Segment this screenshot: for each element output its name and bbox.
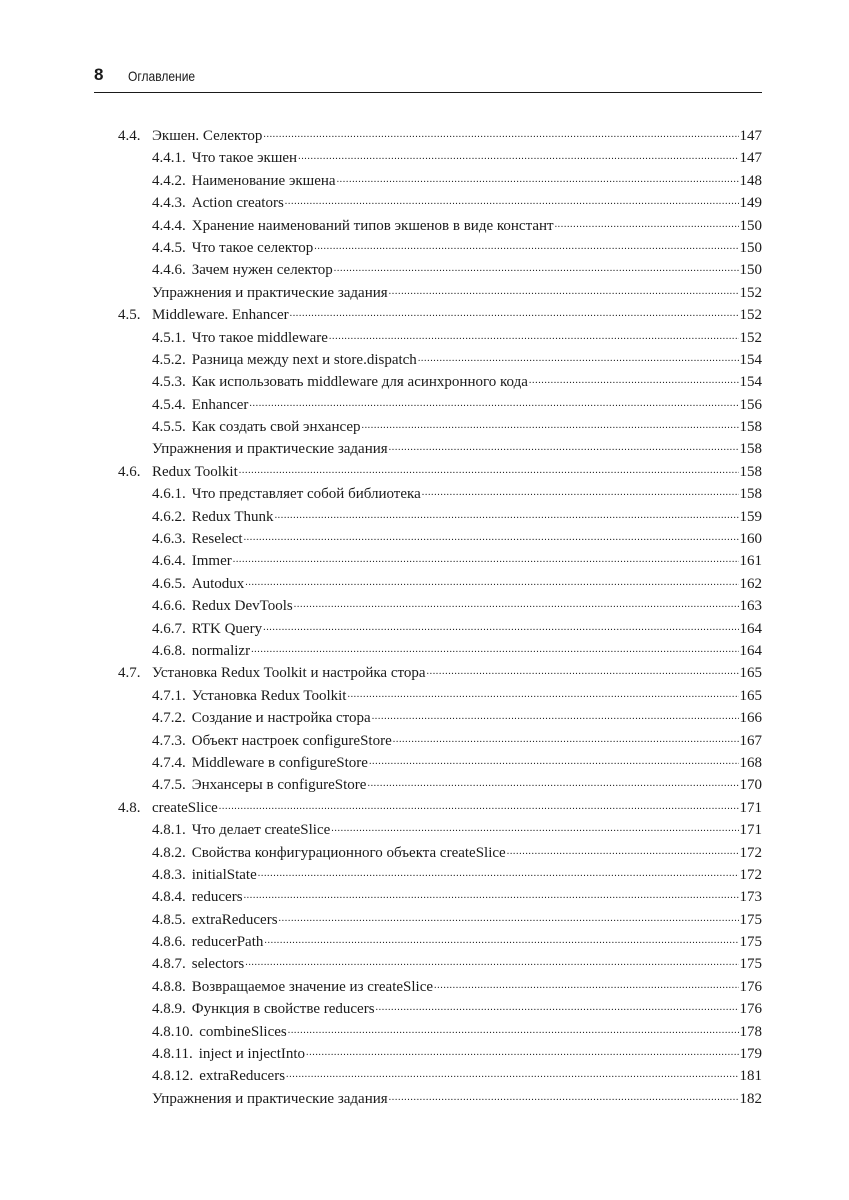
toc-subsection-entry: [118, 550, 762, 572]
toc-entry-number: 4.4.5.: [152, 239, 186, 256]
toc-entry-page-number: 164: [739, 642, 762, 659]
toc-entry-page-number: 158: [739, 463, 762, 480]
toc-entry-number: 4.4.3.: [152, 195, 186, 212]
toc-entry-page-number: 165: [739, 665, 762, 682]
toc-entry-page-number: 172: [739, 866, 762, 883]
toc-entry-title: Функция в свойстве reducers: [191, 1001, 375, 1018]
dot-leader: [389, 439, 739, 453]
dot-leader: [418, 350, 739, 364]
toc-entry-page-number: 150: [739, 239, 762, 256]
toc-section-entry: [118, 797, 762, 819]
toc-entry-title: Action creators: [191, 195, 284, 212]
dot-leader: [290, 305, 739, 319]
toc-entry-page-number: 156: [739, 396, 762, 413]
toc-entry-title: Что такое селектор: [191, 239, 314, 256]
dot-leader: [389, 283, 739, 297]
toc-entry-number: 4.4.: [118, 128, 141, 144]
toc-entry-page-number: 158: [739, 486, 762, 503]
dot-leader: [329, 328, 739, 342]
toc-entry-page-number: 150: [739, 217, 762, 234]
toc-entry-title: Что представляет собой библиотека: [191, 486, 421, 503]
toc-entry-title: Redux Thunk: [191, 508, 274, 525]
toc-entry-title: Reselect: [191, 531, 243, 548]
toc-entry-number: 4.5.4.: [152, 396, 186, 413]
toc-entry-page-number: 148: [739, 172, 762, 189]
dot-leader: [288, 1022, 739, 1036]
toc-entry-title: Что такое middleware: [191, 329, 328, 346]
toc-subsection-entry: [118, 976, 762, 998]
dot-leader: [244, 529, 739, 543]
toc-entry-page-number: 147: [739, 150, 762, 167]
toc-entry-page-number: 152: [739, 307, 762, 324]
toc-entry-number: 4.7.3.: [152, 732, 186, 749]
toc-subsection-entry: [118, 349, 762, 371]
toc-subsection-entry: [118, 192, 762, 214]
toc-subsection-entry: [118, 1043, 762, 1065]
toc-entry-title: Как использовать middleware для асинхронного кода: [191, 374, 528, 391]
toc-subsection-entry: [118, 215, 762, 237]
toc-entry-title: Возвращаемое значение из createSlice: [191, 978, 434, 995]
toc-entry-number: 4.8.7.: [152, 956, 186, 973]
toc-entry-page-number: 152: [739, 284, 762, 301]
toc-entry-number: 4.8.1.: [152, 822, 186, 839]
dot-leader: [249, 395, 738, 409]
toc-entry-page-number: 182: [739, 1090, 762, 1107]
toc-entry-page-number: 167: [739, 732, 762, 749]
toc-subsection-entry: [118, 752, 762, 774]
dot-leader: [389, 1089, 739, 1103]
toc-entry-number: 4.4.1.: [152, 150, 186, 167]
toc-entry-number: 4.5.5.: [152, 419, 186, 436]
toc-entry-number: 4.8.8.: [152, 978, 186, 995]
toc-subsection-entry: [118, 506, 762, 528]
toc-entry-number: 4.6.6.: [152, 598, 186, 615]
toc-entry-number: 4.6.4.: [152, 553, 186, 570]
dot-leader: [298, 148, 738, 162]
toc-entry-number: 4.4.4.: [152, 217, 186, 234]
toc-entry-title: initialState: [191, 866, 257, 883]
dot-leader: [244, 887, 739, 901]
toc-entry-number: 4.8.2.: [152, 844, 186, 861]
toc-entry-title: Упражнения и практические задания: [152, 441, 388, 458]
toc-entry-number: 4.5.2.: [152, 351, 186, 368]
dot-leader: [314, 238, 738, 252]
toc-entry-page-number: 166: [739, 710, 762, 727]
toc-entry-title: Объект настроек configureStore: [191, 732, 392, 749]
toc-entry-page-number: 158: [739, 419, 762, 436]
dot-leader: [233, 551, 739, 565]
toc-subsection-entry: [118, 595, 762, 617]
toc-entry-title: Enhancer: [191, 396, 249, 413]
toc-entry-number: 4.8.9.: [152, 1001, 186, 1018]
toc-entry-page-number: 162: [739, 575, 762, 592]
toc-entry-page-number: 158: [739, 441, 762, 458]
toc-entry-title: Autodux: [191, 575, 245, 592]
toc-entry-title: createSlice: [152, 799, 218, 816]
toc-subsection-entry: [118, 394, 762, 416]
toc-entry-page-number: 170: [739, 777, 762, 794]
dot-leader: [264, 932, 738, 946]
toc-entry-page-number: 179: [739, 1046, 762, 1063]
toc-section-entry: [118, 461, 762, 483]
toc-entry-page-number: 173: [739, 889, 762, 906]
dot-leader: [427, 663, 739, 677]
toc-subsection-entry: [118, 147, 762, 169]
toc-subsection-entry: [118, 864, 762, 886]
toc-subsection-entry: [118, 685, 762, 707]
toc-entry-title: reducers: [191, 889, 243, 906]
toc-entry-number: 4.6.3.: [152, 531, 186, 548]
toc-entry-number: 4.5.: [118, 307, 141, 324]
dot-leader: [286, 1066, 738, 1080]
toc-entry-title: Упражнения и практические задания: [152, 284, 388, 301]
toc-entry-number: 4.7.2.: [152, 710, 186, 727]
dot-leader: [258, 865, 739, 879]
toc-entry-page-number: 172: [739, 844, 762, 861]
toc-entry-page-number: 171: [739, 822, 762, 839]
toc-entry-title: extraReducers: [191, 911, 278, 928]
dot-leader: [285, 193, 739, 207]
toc-entry-title: Middleware. Enhancer: [152, 307, 289, 324]
toc-entry-number: 4.7.5.: [152, 777, 186, 794]
toc-entry-title: Immer: [191, 553, 232, 570]
toc-entry-page-number: 178: [739, 1023, 762, 1040]
table-of-contents: [118, 125, 762, 1110]
dot-leader: [275, 507, 739, 521]
toc-entry-title: Разница между next и store.dispatch: [191, 351, 417, 368]
toc-entry-title: inject и injectInto: [198, 1046, 306, 1063]
toc-entry-number: 4.8.12.: [152, 1068, 194, 1085]
toc-subsection-entry: [118, 774, 762, 796]
toc-subsection-entry: [118, 528, 762, 550]
toc-subsection-entry: [118, 237, 762, 259]
toc-entry-number: 4.5.1.: [152, 329, 186, 346]
toc-entry-number: 4.8.6.: [152, 934, 186, 951]
toc-entry-title: Что делает createSlice: [191, 822, 331, 839]
toc-entry-number: 4.4.2.: [152, 172, 186, 189]
toc-entry-number: 4.8.4.: [152, 889, 186, 906]
toc-entry-title: extraReducers: [199, 1068, 286, 1085]
toc-subsection-entry: [118, 371, 762, 393]
toc-subsection-entry: [118, 259, 762, 281]
toc-entry-title: normalizr: [191, 642, 251, 659]
toc-entry-title: Энхансеры в configureStore: [191, 777, 367, 794]
dot-leader: [239, 462, 739, 476]
toc-entry-title: Экшен. Селектор: [152, 128, 263, 144]
dot-leader: [422, 484, 739, 498]
dot-leader: [251, 641, 738, 655]
toc-entry-page-number: 175: [739, 956, 762, 973]
dot-leader: [245, 954, 738, 968]
toc-subsection-entry: [118, 483, 762, 505]
dot-leader: [219, 798, 739, 812]
toc-entry-number: 4.7.4.: [152, 754, 186, 771]
dot-leader: [376, 999, 739, 1013]
dot-leader: [555, 216, 739, 230]
dot-leader: [529, 372, 739, 386]
toc-entry-number: 4.6.7.: [152, 620, 186, 637]
dot-leader: [279, 910, 739, 924]
dot-leader: [263, 619, 738, 633]
toc-subsection-entry: [118, 1021, 762, 1043]
dot-leader: [372, 708, 739, 722]
toc-subsection-entry: [118, 618, 762, 640]
toc-entry-page-number: 149: [739, 195, 762, 212]
toc-entry-title: Установка Redux Toolkit и настройка стора: [152, 665, 426, 682]
toc-entry-title: Упражнения и практические задания: [152, 1090, 388, 1107]
toc-section-entry: [118, 125, 762, 147]
toc-subsection-entry: [118, 282, 762, 304]
toc-entry-number: 4.7.: [118, 665, 141, 682]
toc-entry-page-number: 176: [739, 1001, 762, 1018]
toc-entry-page-number: 171: [739, 799, 762, 816]
page-header: [94, 62, 762, 93]
toc-entry-page-number: 154: [739, 374, 762, 391]
dot-leader: [245, 574, 738, 588]
toc-entry-number: 4.6.8.: [152, 642, 186, 659]
dot-leader: [369, 753, 739, 767]
toc-entry-title: Установка Redux Toolkit: [191, 687, 347, 704]
dot-leader: [347, 686, 738, 700]
toc-entry-number: 4.8.10.: [152, 1023, 194, 1040]
toc-subsection-entry: [118, 909, 762, 931]
toc-entry-page-number: 175: [739, 911, 762, 928]
toc-entry-page-number: 168: [739, 754, 762, 771]
toc-entry-page-number: 163: [739, 598, 762, 615]
page-number: 8: [94, 65, 104, 84]
toc-section-entry: [118, 304, 762, 326]
toc-entry-number: 4.6.2.: [152, 508, 186, 525]
toc-entry-page-number: 152: [739, 329, 762, 346]
toc-subsection-entry: [118, 730, 762, 752]
toc-subsection-entry: [118, 886, 762, 908]
toc-entry-number: 4.8.5.: [152, 911, 186, 928]
toc-entry-title: Middleware в configureStore: [191, 754, 368, 771]
dot-leader: [361, 417, 738, 431]
toc-subsection-entry: [118, 1065, 762, 1087]
toc-entry-title: Redux DevTools: [191, 598, 293, 615]
toc-entry-title: Зачем нужен селектор: [191, 262, 333, 279]
dot-leader: [334, 260, 739, 274]
toc-entry-page-number: 160: [739, 531, 762, 548]
toc-entry-number: 4.5.3.: [152, 374, 186, 391]
dot-leader: [434, 977, 738, 991]
toc-subsection-entry: [118, 953, 762, 975]
dot-leader: [306, 1044, 738, 1058]
toc-subsection-entry: [118, 416, 762, 438]
toc-entry-number: 4.8.: [118, 799, 141, 816]
toc-entry-number: 4.8.3.: [152, 866, 186, 883]
toc-subsection-entry: [118, 1088, 762, 1110]
dot-leader: [507, 843, 739, 857]
toc-subsection-entry: [118, 327, 762, 349]
toc-entry-title: Хранение наименований типов экшенов в виде констант: [191, 217, 554, 234]
toc-entry-title: combineSlices: [199, 1023, 287, 1040]
toc-entry-number: 4.6.5.: [152, 575, 186, 592]
dot-leader: [367, 775, 738, 789]
toc-subsection-entry: [118, 819, 762, 841]
toc-subsection-entry: [118, 438, 762, 460]
dot-leader: [393, 731, 739, 745]
toc-entry-title: Redux Toolkit: [152, 463, 238, 480]
toc-entry-page-number: 175: [739, 934, 762, 951]
toc-entry-page-number: 147: [739, 128, 762, 144]
toc-entry-title: selectors: [191, 956, 245, 973]
toc-subsection-entry: [118, 842, 762, 864]
toc-section-entry: [118, 662, 762, 684]
toc-entry-page-number: 165: [739, 687, 762, 704]
toc-entry-title: Создание и настройка стора: [191, 710, 371, 727]
dot-leader: [294, 596, 739, 610]
toc-entry-number: 4.8.11.: [152, 1046, 193, 1063]
dot-leader: [263, 126, 738, 140]
toc-entry-title: Наименование экшена: [191, 172, 336, 189]
toc-entry-title: Свойства конфигурационного объекта createSlice: [191, 844, 506, 861]
toc-entry-number: 4.6.1.: [152, 486, 186, 503]
toc-entry-page-number: 164: [739, 620, 762, 637]
toc-entry-number: 4.7.1.: [152, 687, 186, 704]
toc-subsection-entry: [118, 707, 762, 729]
toc-entry-number: 4.4.6.: [152, 262, 186, 279]
toc-subsection-entry: [118, 640, 762, 662]
toc-entry-number: 4.6.: [118, 463, 141, 480]
toc-entry-page-number: 176: [739, 978, 762, 995]
toc-entry-page-number: 181: [739, 1068, 762, 1085]
toc-entry-title: Как создать свой энхансер: [191, 419, 361, 436]
toc-entry-title: Что такое экшен: [191, 150, 298, 167]
toc-entry-title: RTK Query: [191, 620, 263, 637]
toc-subsection-entry: [118, 170, 762, 192]
toc-entry-title: reducerPath: [191, 934, 264, 951]
toc-entry-page-number: 159: [739, 508, 762, 525]
toc-entry-page-number: 161: [739, 553, 762, 570]
toc-subsection-entry: [118, 573, 762, 595]
toc-entry-page-number: 150: [739, 262, 762, 279]
dot-leader: [331, 820, 738, 834]
toc-entry-page-number: 154: [739, 351, 762, 368]
toc-subsection-entry: [118, 931, 762, 953]
toc-subsection-entry: [118, 998, 762, 1020]
dot-leader: [337, 171, 739, 185]
running-title: Оглавление: [128, 68, 196, 84]
